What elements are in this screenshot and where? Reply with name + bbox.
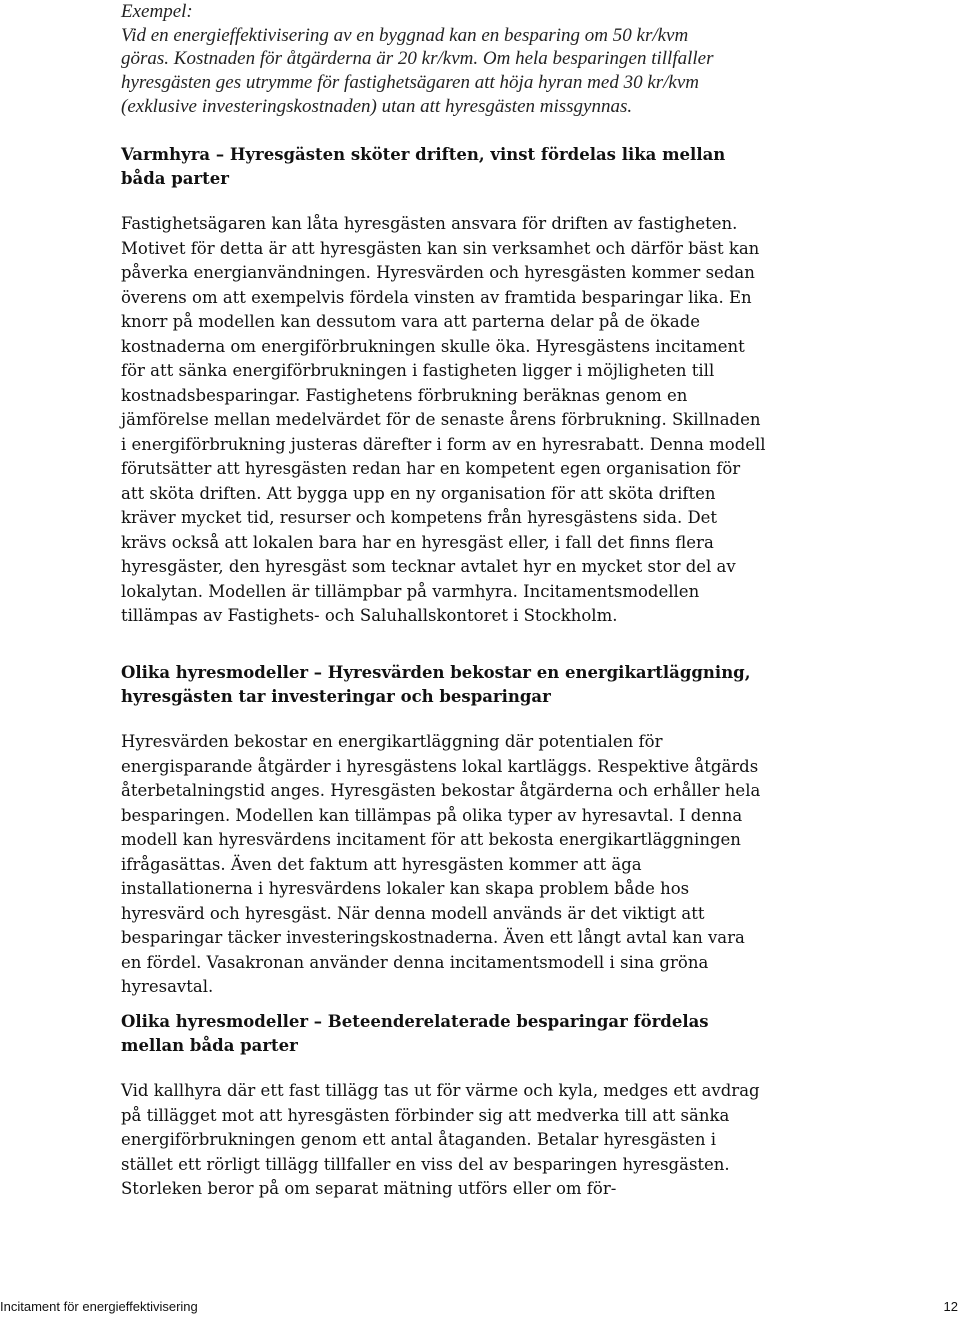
section-body: Vid kallhyra där ett fast tillägg tas ut för värme och kyla, medges ett avdrag på tillägget mot att hyresgästen förbinder sig att medverka till att sänka energiförbrukningen genom ett antal åtaganden. Betalar hyresgästen i stället ett rörligt tillägg tillfaller en viss del av besparingen hyresgästen. Storleken beror på om separat mätning utförs eller om för- [121, 1081, 760, 1198]
example-line: Vid en energieffektivisering av en byggnad kan en besparing om 50 kr/kvm [121, 24, 689, 46]
section-body: Fastighetsägaren kan låta hyresgästen ansvara för driften av fastigheten. Motivet för detta är att hyresgästen kan sin verksamhet och därför bäst kan påverka energianvändningen. Hyresvärden och hyresgästen kommer sedan överens om att exempelvis fördela vinsten av framtida besparingar lika. En knorr på modellen kan dessutom vara att parterna delar på de ökade kostnaderna om energiförbrukningen skulle öka. Hyresgästens incitament för att sänka energiförbrukningen i fastigheten ligger i möjligheten till kostnadsbesparingar. Fastighetens förbrukning beräknas genom en jämförelse mellan medelvärdet för de senaste årens förbrukning. Skillnaden i energiförbrukning justeras därefter i form av en hyresrabatt. Denna modell förutsätter att hyresgästen redan har en kompetent egen organisation för att sköta driften. Att bygga upp en ny organisation för att sköta driften kräver mycket tid, resurser och kompetens från hyresgästens sida. Det krävs också att lokalen bara har en hyresgäst eller, i fall det finns flera hyresgäster, den hyresgäst som tecknar avtalet hyr en mycket stor del av lokalytan. Modellen är tillämpbar på varmhyra. Incitamentsmodellen tillämpas av Fastighets- och Saluhallskontoret i Stockholm. [121, 214, 766, 625]
section-title: Olika hyresmodeller – Beteenderelaterade besparingar fördelas mellan båda parter [121, 1012, 709, 1055]
section-beteenderelaterade [121, 1010, 766, 1202]
example-heading: Exempel: [121, 1, 193, 22]
page-footer [0, 1299, 960, 1317]
section-title: Varmhyra – Hyresgästen sköter driften, vinst fördelas lika mellan båda parter [121, 145, 726, 188]
example-box [121, 0, 766, 119]
section-body: Hyresvärden bekostar en energikartläggning där potentialen för energisparande åtgärder i hyresgästens lokal kartläggs. Respektive åtgärds återbetalningstid anges. Hyresgästen bekostar åtgärderna och erhåller hela besparingen. Modellen kan tillämpas på olika typer av hyresavtal. I denna modell kan hyresvärdens incitament för att bekosta energikartläggningen ifrågasättas. Även det faktum att hyresgästen kommer att äga installationerna i hyresvärdens lokaler kan skapa problem både hos hyresvärd och hyresgäst. När denna modell används är det viktigt att besparingar täcker investeringskostnaderna. Även ett långt avtal kan vara en fördel. Vasakronan använder denna incitamentsmodell i sina gröna hyresavtal. [121, 732, 761, 996]
footer-title: Incitament för energieffektivisering [0, 1299, 198, 1314]
example-line: hyresgästen ges utrymme för fastighetsägaren att höja hyran med 30 kr/kvm [121, 72, 700, 94]
example-line: (exklusive investeringskostnaden) utan att hyresgästen missgynnas. [121, 95, 633, 117]
page-content [121, 0, 766, 1198]
page-number: 12 [943, 1299, 958, 1314]
section-energikartlaggning [121, 661, 766, 1000]
example-line: göras. Kostnaden för åtgärderna är 20 kr/kvm. Om hela besparingen tillfaller [121, 48, 714, 70]
section-title: Olika hyresmodeller – Hyresvärden bekostar en energikartläggning, hyresgästen tar investeringar och besparingar [121, 663, 751, 706]
section-varmhyra [121, 143, 766, 629]
